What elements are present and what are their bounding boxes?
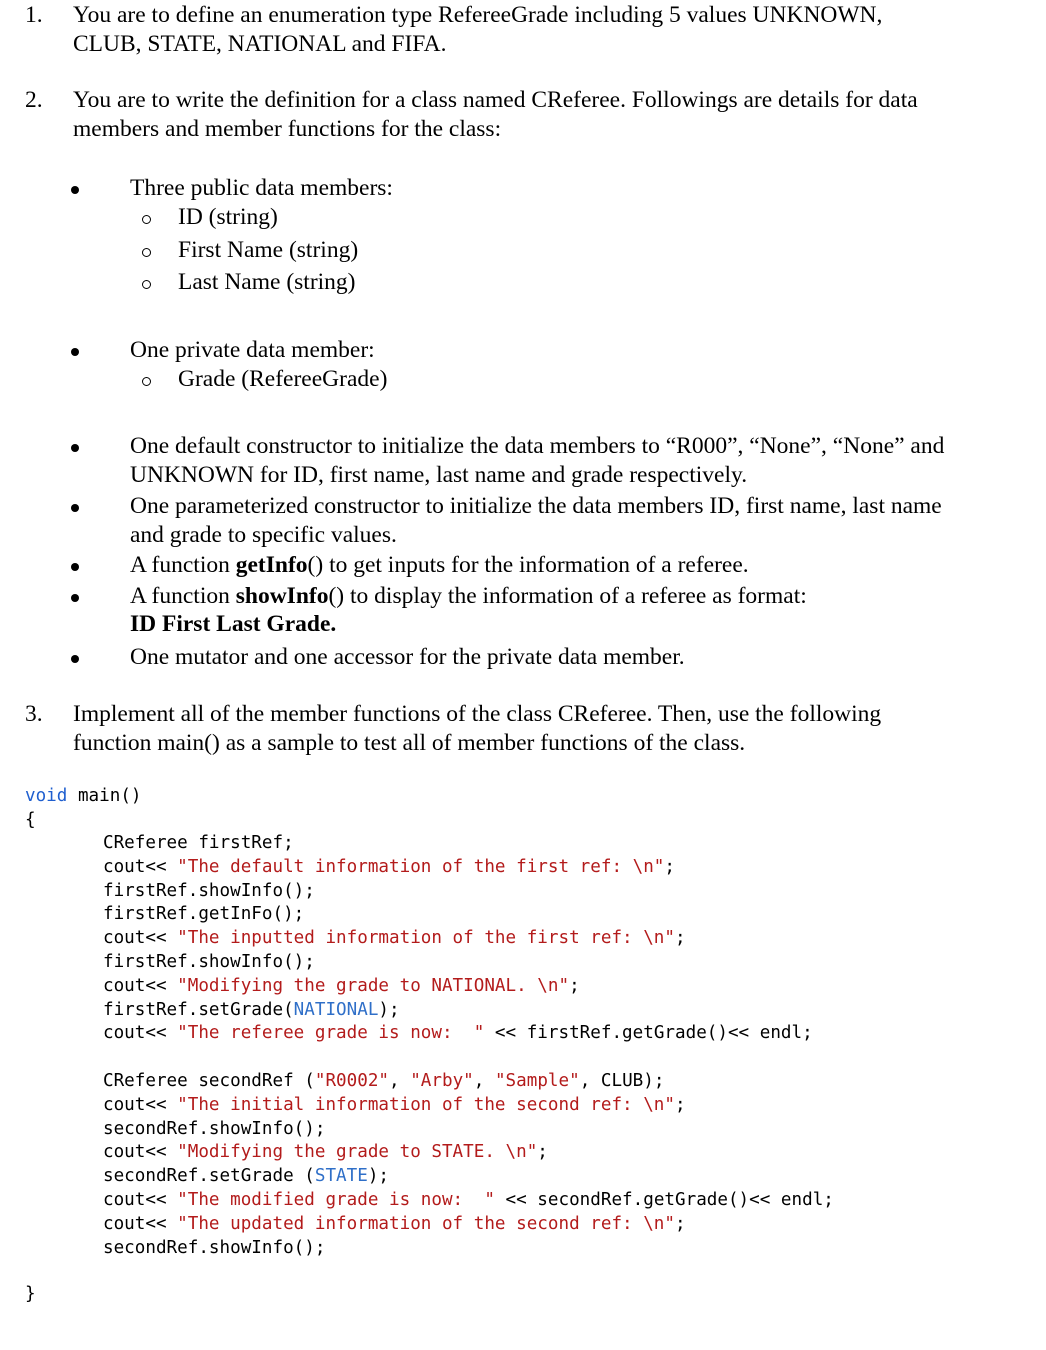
code-line xyxy=(103,903,304,927)
task-text xyxy=(73,1,1033,59)
bullet-text xyxy=(130,582,1030,639)
code-string: "R0002" xyxy=(314,1071,390,1091)
bullet-icon xyxy=(71,186,79,194)
field-text: Grade (RefereeGrade) xyxy=(178,366,388,392)
text-run: A function xyxy=(130,552,236,578)
bullet-icon xyxy=(71,594,79,602)
code-text: cout<< xyxy=(103,1190,178,1210)
bullet-icon xyxy=(71,655,79,663)
code-line xyxy=(103,1237,325,1261)
code-text: ; xyxy=(675,928,686,949)
code-text: secondRef.setGrade ( xyxy=(103,1166,315,1187)
field-text: Last Name (string) xyxy=(178,269,356,295)
code-line xyxy=(103,975,580,999)
code-text: ); xyxy=(367,1166,390,1187)
code-text: cout<< xyxy=(103,975,178,996)
code-line xyxy=(103,1141,548,1165)
code-text: , CLUB); xyxy=(579,1071,665,1091)
display-format: ID First Last Grade. xyxy=(130,611,337,637)
task-line: You are to define an enumeration type RefereeGrade including 5 values UNKNOWN, xyxy=(73,2,883,28)
bullet-icon xyxy=(71,563,79,571)
bullet-text xyxy=(130,551,1030,580)
code-text: secondRef.showInfo(); xyxy=(103,1237,326,1258)
code-string: "Modifying the grade to NATIONAL. \n" xyxy=(177,975,570,996)
code-text: firstRef.getInFo(); xyxy=(103,904,305,925)
task-line: Implement all of the member functions of the class CReferee. Then, use the following xyxy=(73,701,882,727)
code-text: cout<< xyxy=(103,1023,178,1044)
bullet-text: One private data member: xyxy=(130,337,375,363)
text-run: () to get inputs for the information of a referee. xyxy=(307,552,749,578)
code-string: "Arby" xyxy=(410,1071,474,1091)
circle-bullet-icon xyxy=(142,248,151,257)
code-text: ; xyxy=(569,975,580,996)
code-text: firstRef.setGrade( xyxy=(103,999,294,1020)
code-text: ; xyxy=(537,1142,548,1163)
code-text: secondRef.showInfo(); xyxy=(103,1118,326,1139)
field-text: First Name (string) xyxy=(178,237,359,263)
code-text: ; xyxy=(675,1213,686,1234)
code-text: ; xyxy=(675,1094,686,1115)
task-line: members and member functions for the class: xyxy=(73,116,502,142)
bullet-icon xyxy=(71,444,79,452)
code-text: cout<< xyxy=(103,1213,178,1234)
code-close-brace: } xyxy=(25,1284,36,1304)
task-line: CLUB, STATE, NATIONAL and FIFA. xyxy=(73,31,447,57)
task-text xyxy=(73,700,1033,758)
code-text: cout<< xyxy=(103,856,178,877)
code-keyword: void xyxy=(25,786,68,806)
bullet-text: Three public data members: xyxy=(130,175,393,201)
code-line xyxy=(103,1189,834,1213)
code-line xyxy=(103,1118,325,1142)
code-line xyxy=(103,927,686,951)
code-text: << firstRef.getGrade()<< endl; xyxy=(484,1023,813,1044)
code-text: , xyxy=(389,1071,411,1091)
code-text: ); xyxy=(378,999,400,1020)
task-line: function main() as a sample to test all of member functions of the class. xyxy=(73,730,746,756)
code-text: cout<< xyxy=(103,1094,178,1115)
code-line xyxy=(103,832,294,856)
code-text: , xyxy=(473,1071,495,1091)
code-enum-value: NATIONAL xyxy=(293,999,379,1020)
code-string: "The inputted information of the first ref: \n" xyxy=(177,928,675,949)
code-line xyxy=(103,856,675,880)
text-run: () to display the information of a referee as format: xyxy=(328,583,807,609)
task-text xyxy=(73,86,1033,144)
code-string: "Modifying the grade to STATE. \n" xyxy=(177,1142,538,1163)
function-name: getInfo xyxy=(235,552,308,578)
bullet-text xyxy=(130,432,1030,490)
code-line xyxy=(103,1070,664,1094)
code-string: "Sample" xyxy=(494,1071,580,1091)
code-line xyxy=(103,999,400,1023)
task-number: 3. xyxy=(25,701,43,727)
code-text: cout<< xyxy=(103,1142,178,1163)
task-number: 2. xyxy=(25,87,43,113)
code-line xyxy=(103,1165,389,1189)
function-name: showInfo xyxy=(235,583,329,609)
bullet-line: One parameterized constructor to initialize the data members ID, first name, last name xyxy=(130,493,942,519)
code-line xyxy=(103,951,315,975)
code-text: << secondRef.getGrade()<< endl; xyxy=(494,1190,834,1210)
code-string: "The initial information of the second ref: \n" xyxy=(177,1094,675,1115)
code-line xyxy=(103,1022,813,1046)
code-text: CReferee firstRef; xyxy=(103,833,294,853)
code-line xyxy=(103,1094,686,1118)
bullet-line: UNKNOWN for ID, first name, last name and grade respectively. xyxy=(130,462,748,488)
task-number: 1. xyxy=(25,2,43,28)
field-text: ID (string) xyxy=(178,204,278,230)
bullet-line: One default constructor to initialize the data members to “R000”, “None”, “None” and xyxy=(130,433,945,459)
bullet-icon xyxy=(71,348,79,356)
task-line: You are to write the definition for a class named CReferee. Followings are details for data xyxy=(73,87,918,113)
bullet-text: One mutator and one accessor for the private data member. xyxy=(130,644,685,670)
code-text: firstRef.showInfo(); xyxy=(103,880,315,901)
code-string: "The updated information of the second ref: \n" xyxy=(177,1213,675,1234)
code-string: "The default information of the first ref: \n" xyxy=(177,856,665,877)
circle-bullet-icon xyxy=(142,280,151,289)
code-text: firstRef.showInfo(); xyxy=(103,952,315,972)
code-string: "The modified grade is now: " xyxy=(177,1190,495,1210)
bullet-line: and grade to specific values. xyxy=(130,522,397,548)
code-open-brace: { xyxy=(25,810,36,830)
circle-bullet-icon xyxy=(142,215,151,224)
code-enum-value: STATE xyxy=(314,1166,368,1187)
code-text: main() xyxy=(67,786,142,806)
code-line xyxy=(103,1213,686,1237)
code-string: "The referee grade is now: " xyxy=(177,1023,485,1044)
code-text: cout<< xyxy=(103,928,178,949)
code-function-header xyxy=(25,785,142,809)
text-run: A function xyxy=(130,583,236,609)
bullet-line xyxy=(130,582,1030,611)
bullet-icon xyxy=(71,504,79,512)
code-text: ; xyxy=(664,856,675,877)
code-line xyxy=(103,880,315,904)
bullet-text xyxy=(130,492,1030,550)
code-text: CReferee secondRef ( xyxy=(103,1071,315,1091)
circle-bullet-icon xyxy=(142,377,151,386)
